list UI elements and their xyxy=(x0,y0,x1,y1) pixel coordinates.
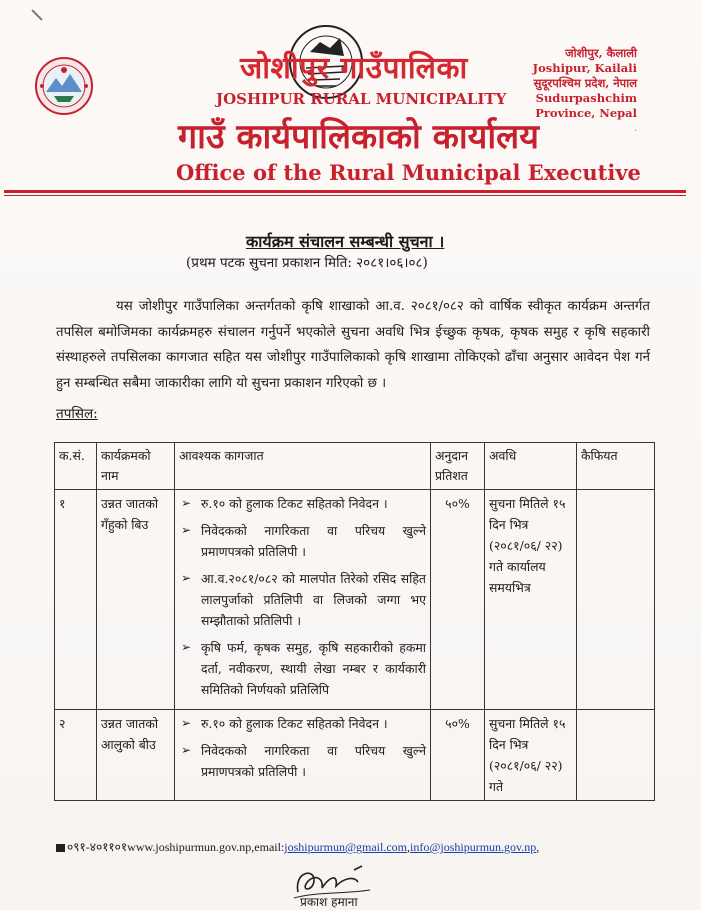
document-item: ➢ निवेदकको नागरिकता वा परिचय खुल्ने प्रमाणपत्रको प्रतिलिपी । xyxy=(179,520,426,562)
footer-separator: , xyxy=(407,840,410,854)
address-block xyxy=(533,46,637,121)
scan-dot: · xyxy=(634,126,638,137)
footer-contact xyxy=(56,838,539,855)
nepal-emblem-icon xyxy=(34,56,94,116)
footer-website[interactable]: www.joshipurmun.gov.np,email: xyxy=(127,840,285,854)
table-header-row xyxy=(55,443,655,490)
footer-email-info[interactable]: info@joshipurmun.gov.np xyxy=(410,840,537,854)
address-line: Sudurpashchim xyxy=(535,91,637,105)
col-header-remarks: कैफियत xyxy=(577,443,655,490)
cell-remarks xyxy=(577,710,655,801)
header-divider xyxy=(4,190,686,193)
cell-sn: २ xyxy=(55,710,97,801)
document-item: ➢ निवेदकको नागरिकता वा परिचय खुल्ने प्रमाणपत्रको प्रतिलिपी । xyxy=(179,740,426,782)
cell-period: सुचना मितिले १५ दिन भित्र (२०८१/०६/ २२) गते कार्यालय समयभित्र xyxy=(485,490,577,710)
address-line: सुदूरपश्चिम प्रदेश, नेपाल xyxy=(533,76,637,90)
notice-title: कार्यक्रम संचालन सम्बन्धी सुचना । xyxy=(246,232,445,251)
cell-documents xyxy=(175,710,431,801)
header-divider-thin xyxy=(4,195,686,196)
cell-remarks xyxy=(577,490,655,710)
document-item: ➢ रु.१० को हुलाक टिकट सहितको निवेदन । xyxy=(179,713,426,734)
col-header-documents: आवश्यक कागजात xyxy=(175,443,431,490)
col-header-sn: क.सं. xyxy=(55,443,97,490)
notice-subtitle: (प्रथम पटक सुचना प्रकाशन मिति: २०८१।०६।०८) xyxy=(186,255,428,271)
table-row xyxy=(55,490,655,710)
address-line: जोशीपुर, कैलाली xyxy=(565,46,637,60)
cell-grant: ५०% xyxy=(431,710,485,801)
col-header-grant: अनुदान प्रतिशत xyxy=(431,443,485,490)
cell-program: उन्नत जातको गँहुको बिउ xyxy=(97,490,175,710)
org-name-en: JOSHIPUR RURAL MUNICIPALITY xyxy=(216,90,507,108)
cell-sn: १ xyxy=(55,490,97,710)
notice-body: यस जोशीपुर गाउँपालिका अन्तर्गतको कृषि शाखाको आ.व. २०८१/०८२ को वार्षिक स्वीकृत कार्यक्रम अन्तर्गत तपसिल बमोजिमका कार्यक्रमहरु संचालन गर्नुपर्ने भएकोले सुचना अवधि भित्र ईच्छुक कृषक, कृषक समुह र कृषि सहकारी संस्थाहरुले तपसिलका कागजात सहित यस जोशीपुर गाउँपालिकाको कृषि शाखामा तोकिएको ढाँचा अनुसार आवेदन पेश गर्न हुन सम्बन्धित सबैमा जाकारीका लागि यो सुचना प्रकाशन गरिएको छ । xyxy=(56,299,650,391)
col-header-program: कार्यक्रमको नाम xyxy=(97,443,175,490)
col-header-period: अवधि xyxy=(485,443,577,490)
document-item: ➢ रु.१० को हुलाक टिकट सहितको निवेदन । xyxy=(179,493,426,514)
office-name-en: Office of the Rural Municipal Executive xyxy=(176,160,641,185)
cell-period: सुचना मितिले १५ दिन भित्र (२०८१/०६/ २२) गते xyxy=(485,710,577,801)
cell-documents xyxy=(175,490,431,710)
footer-phone: ०९१-४०११०१ xyxy=(67,840,128,854)
office-name-np: गाउँ कार्यपालिकाको कार्यालय xyxy=(178,117,539,157)
signer-name: प्रकाश हमाना xyxy=(300,895,358,909)
address-line: Joshipur, Kailali xyxy=(532,61,637,75)
org-name-np: जोशीपुर गाउँपालिका xyxy=(240,51,468,86)
program-table xyxy=(54,442,655,801)
footer-email-primary[interactable]: joshipurmun@gmail.com xyxy=(284,840,407,854)
scan-mark xyxy=(31,9,42,20)
schedule-label: तपसिल: xyxy=(56,406,98,422)
footer-trailing: , xyxy=(536,840,540,854)
phone-icon xyxy=(56,844,65,852)
address-line: Province, Nepal xyxy=(535,106,637,120)
document-item: ➢ आ.व.२०८१/०८२ को मालपोत तिरेको रसिद सहित लालपुर्जाको प्रतिलिपी वा लिजको जग्गा भए सम्झौताको प्रतिलिपी । xyxy=(179,568,426,631)
cell-program: उन्नत जातको आलुको बीउ xyxy=(97,710,175,801)
table-row xyxy=(55,710,655,801)
document-item: ➢ कृषि फर्म, कृषक समुह, कृषि सहकारीको हकमा दर्ता, नवीकरण, स्थायी लेखा नम्बर र कार्यकारी समितिको निर्णयको प्रतिलिपि xyxy=(179,637,426,700)
cell-grant: ५०% xyxy=(431,490,485,710)
